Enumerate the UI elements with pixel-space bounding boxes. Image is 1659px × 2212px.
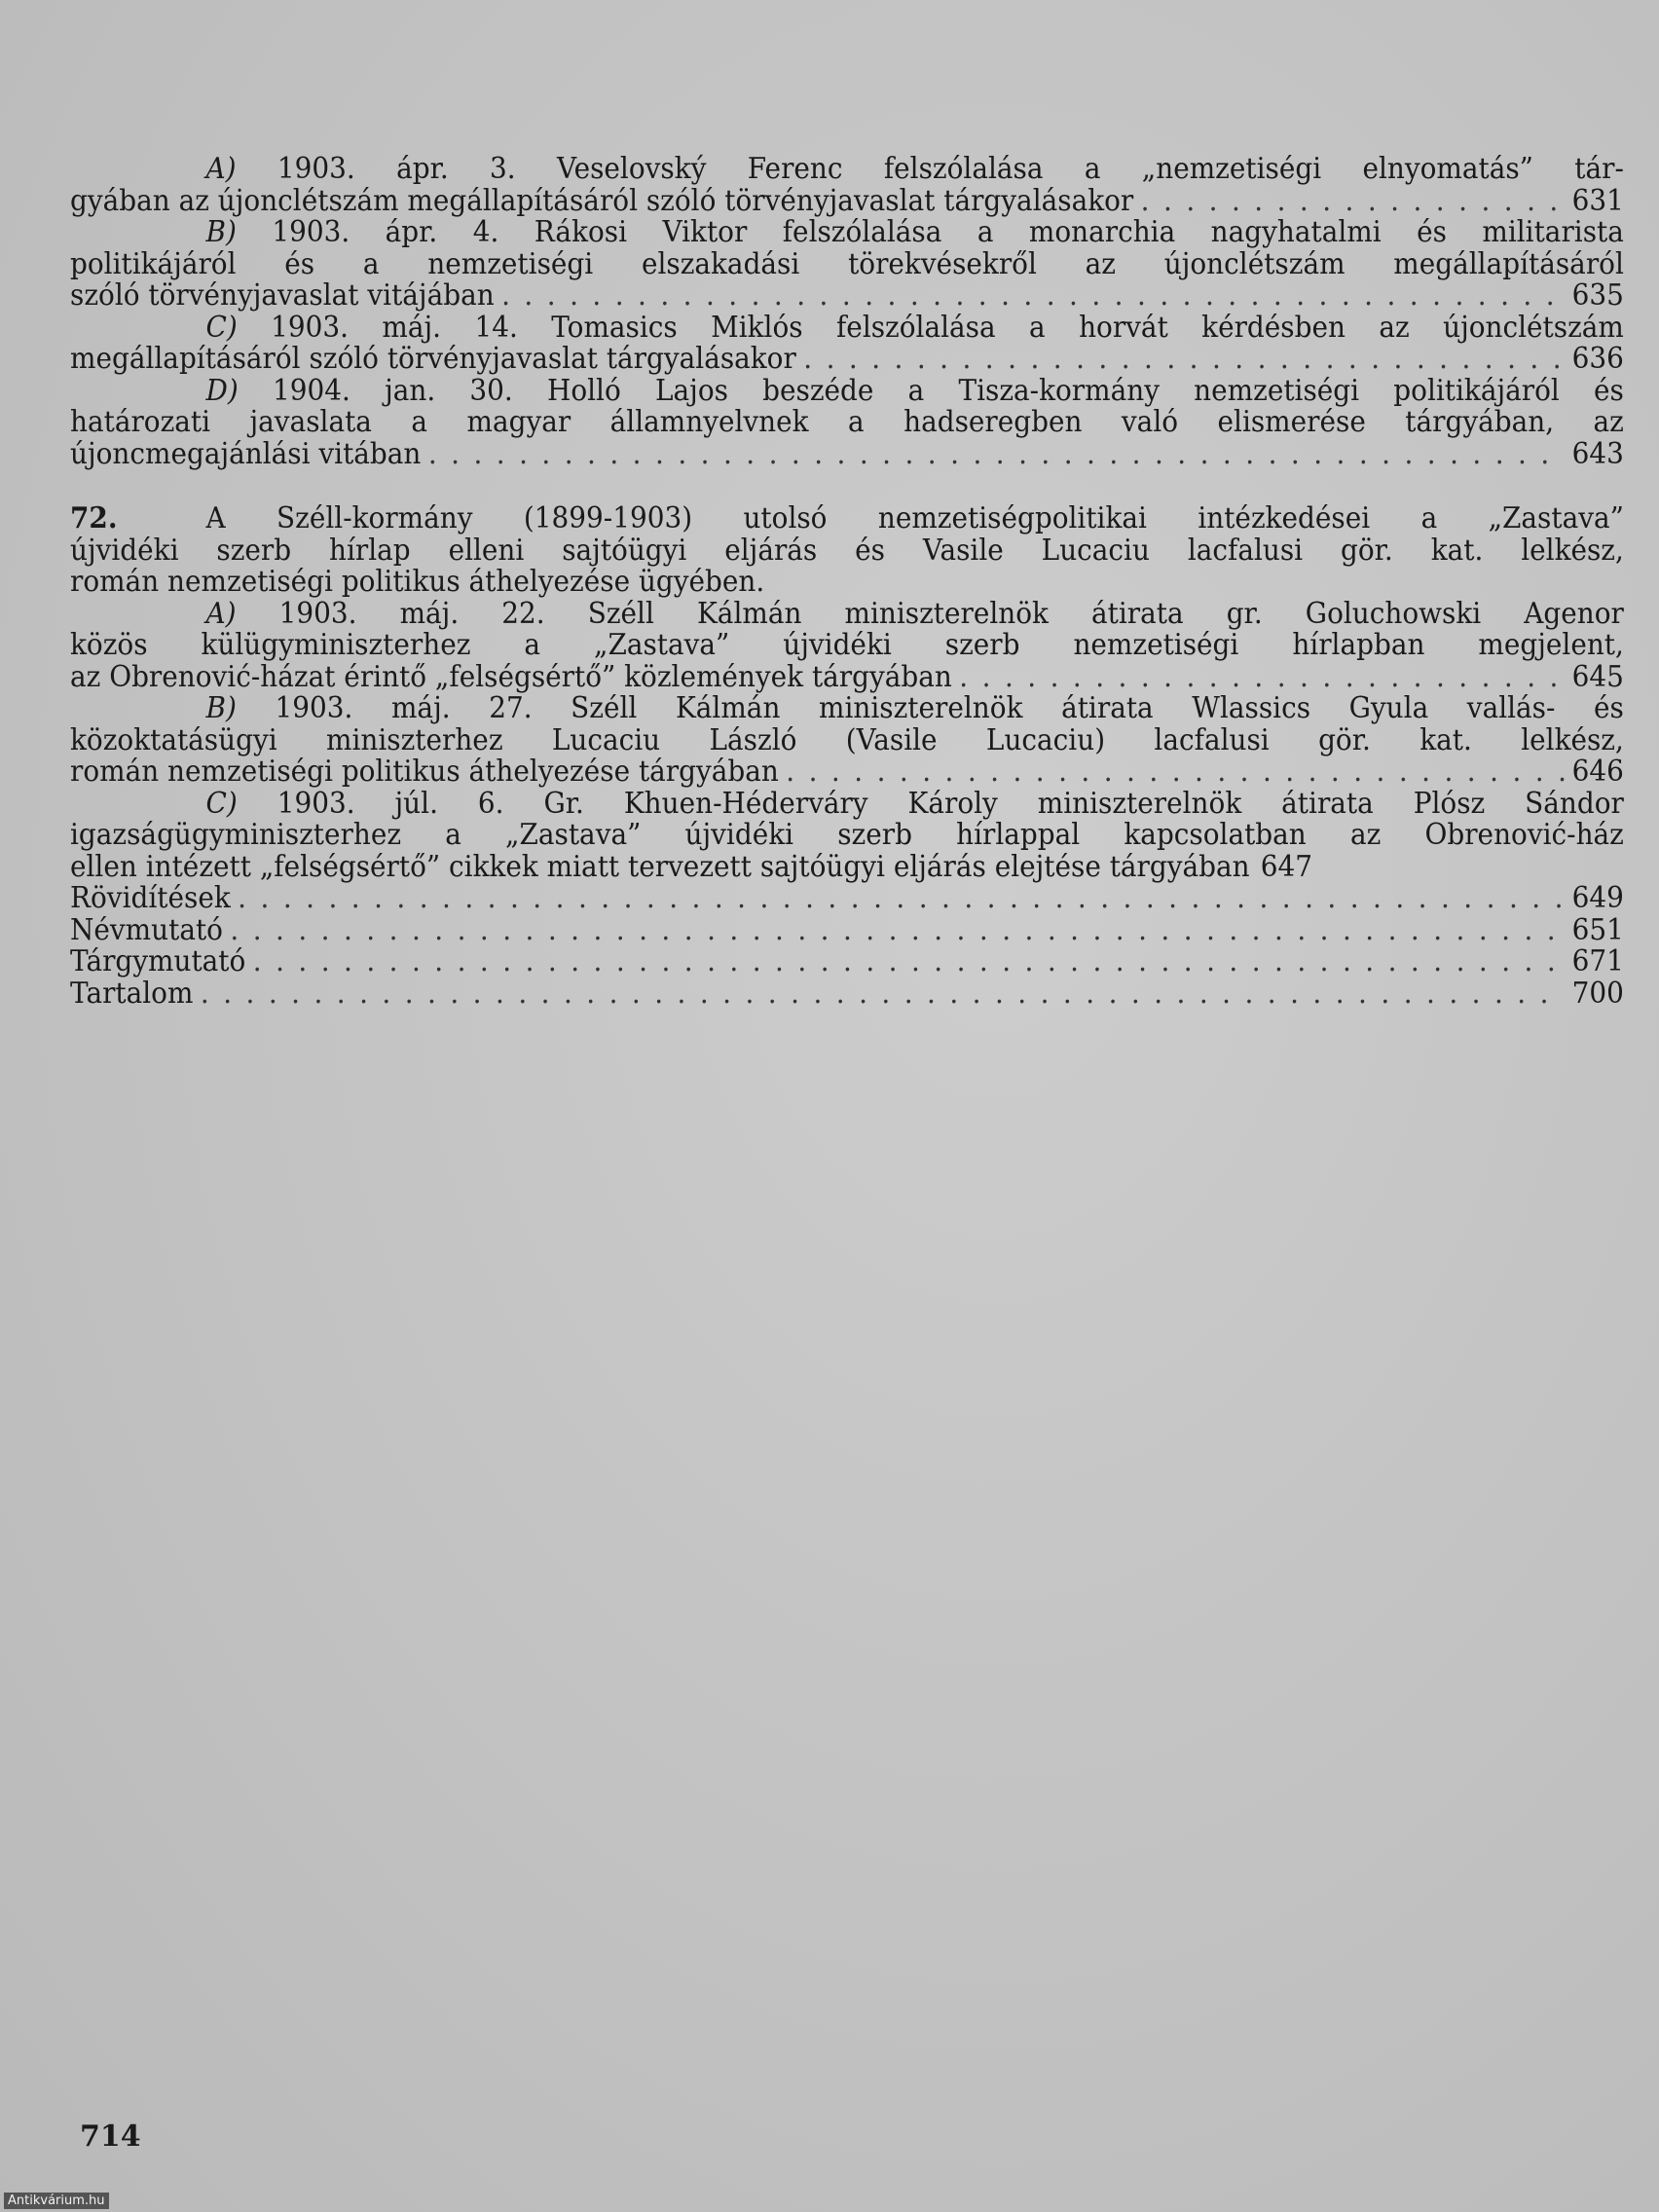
page-ref: 649: [1571, 881, 1624, 915]
toc-entry-71d-line: [70, 407, 1624, 439]
dot-leader: [253, 946, 1565, 978]
toc-entry-72b-line: [70, 693, 1624, 725]
entry-text: 1903. ápr. 4. Rákosi Viktor felszólalása a monarchia nagyhatalmi és militarista: [272, 215, 1624, 249]
entry-text: az Obrenović-házat érintő „felségsértő” közlemények tárgyában: [70, 659, 952, 694]
page-ref: 631: [1571, 183, 1624, 218]
section-heading-line: [70, 503, 1624, 535]
dot-leader: [1141, 186, 1566, 218]
page-ref: 700: [1571, 976, 1624, 1011]
entry-text: politikájáról és a nemzetiségi elszakadási törekvésekről az újonclétszám megállapításáról: [70, 246, 1624, 281]
page-ref: 643: [1571, 436, 1624, 471]
entry-label: A): [205, 152, 237, 186]
entry-title: Névmutató: [70, 912, 223, 947]
section-heading-text: újvidéki szerb hírlap elleni sajtóügyi eljárás és Vasile Lucaciu lacfalusi gör. kat. lelkész,: [70, 533, 1624, 568]
entry-title: Tartalom: [70, 976, 194, 1011]
toc-entry-71a-line: [70, 154, 1624, 186]
entry-text: igazságügyminiszterhez a „Zastava” újvidéki szerb hírlappal kapcsolatban az Obrenović-ház: [70, 818, 1624, 852]
toc-entry-71b-line: [70, 246, 1624, 281]
dot-leader: [230, 915, 1565, 947]
section-heading-text: román nemzetiségi politikus áthelyezése ügyében.: [70, 565, 765, 599]
entry-text: 1903. máj. 27. Széll Kálmán miniszterelnök átirata Wlassics Gyula vallás- és: [275, 691, 1624, 725]
entry-text: megállapításáról szóló törvényjavaslat tárgyalásakor: [70, 342, 796, 376]
dot-leader: [428, 439, 1565, 471]
toc-entry-72b-last-line[interactable]: [70, 756, 1624, 789]
toc-backmatter-targymutato[interactable]: [70, 946, 1624, 978]
entry-text: közoktatásügyi miniszterhez Lucaciu László (Vasile Lucaciu) lacfalusi gör. kat. lelkész,: [70, 722, 1624, 757]
dot-leader: [201, 978, 1565, 1011]
toc-entry-71a-last-line[interactable]: [70, 183, 1624, 218]
section-number: 72.: [70, 501, 118, 535]
toc-backmatter-tartalom[interactable]: [70, 978, 1624, 1011]
entry-title: Rövidítések: [70, 881, 231, 915]
entry-text: 1903. máj. 14. Tomasics Miklós felszólalása a horvát kérdésben az újonclétszám: [271, 310, 1624, 345]
toc-entry-71c-line: [70, 310, 1624, 345]
source-watermark: Antikvárium.hu: [4, 2193, 109, 2209]
toc-entry-72a-last-line[interactable]: [70, 659, 1624, 694]
toc-entry-72b-line: [70, 722, 1624, 757]
page-ref: 647: [1260, 849, 1313, 884]
toc-backmatter-rovid[interactable]: [70, 883, 1624, 915]
entry-text: román nemzetiségi politikus áthelyezése tárgyában: [70, 755, 779, 789]
section-heading-line: [70, 567, 1624, 599]
page-ref: 635: [1571, 278, 1624, 313]
entry-text: újoncmegajánlási vitában: [70, 436, 422, 471]
dot-leader: [786, 756, 1565, 789]
toc-entry-72a-line: [70, 596, 1624, 631]
entry-title: Tárgymutató: [70, 944, 246, 978]
toc-backmatter-nevmutato[interactable]: [70, 912, 1624, 947]
entry-text: ellen intézett „felségsértő” cikkek miatt tervezett sajtóügyi eljárás elejtése tárgyában: [70, 849, 1250, 884]
entry-text: 1903. júl. 6. Gr. Khuen-Héderváry Károly miniszterelnök átirata Plósz Sándor: [276, 786, 1624, 821]
toc-entry-71d-line: [70, 373, 1624, 408]
toc-entry-71c-last-line[interactable]: [70, 344, 1624, 376]
toc-entry-71b-line: [70, 217, 1624, 249]
entry-label: B): [205, 215, 237, 249]
entry-text: 1903. máj. 22. Széll Kálmán miniszterelnök átirata gr. Goluchowski Agenor: [278, 596, 1624, 631]
page-ref: 636: [1571, 342, 1624, 376]
toc-entry-72c-last-line[interactable]: [70, 849, 1624, 884]
toc-entry-71d-last-line[interactable]: [70, 436, 1624, 471]
section-heading-line: [70, 535, 1624, 568]
entry-label: C): [205, 310, 238, 345]
entry-label: B): [205, 691, 237, 725]
page-ref: 671: [1571, 944, 1624, 978]
dot-leader: [501, 280, 1565, 313]
dot-leader: [238, 883, 1565, 915]
entry-text: határozati javaslata a magyar államnyelvnek a hadseregben való elismerése tárgyában, az: [70, 405, 1624, 439]
section-gap: [70, 470, 1624, 503]
page-ref: 645: [1571, 659, 1624, 694]
entry-label: C): [205, 786, 238, 821]
dot-leader: [803, 344, 1565, 376]
page-ref: 646: [1571, 755, 1624, 789]
page-number: 714: [80, 2120, 141, 2154]
section-heading-text: A Széll-kormány (1899-1903) utolsó nemzetiségpolitikai intézkedései a „Zastava”: [205, 501, 1624, 535]
toc-entry-72a-line: [70, 630, 1624, 662]
entry-text: 1903. ápr. 3. Veselovský Ferenc felszólalása a „nemzetiségi elnyomatás” tár-: [276, 152, 1624, 186]
toc-entry-72c-line: [70, 820, 1624, 852]
toc-entry-72c-line: [70, 786, 1624, 821]
entry-text: szóló törvényjavaslat vitájában: [70, 278, 495, 313]
toc-entry-71b-last-line[interactable]: [70, 280, 1624, 313]
dot-leader: [959, 662, 1565, 694]
entry-text: közös külügyminiszterhez a „Zastava” újvidéki szerb nemzetiségi hírlapban megjelent,: [70, 628, 1624, 662]
entry-text: gyában az újonclétszám megállapításáról szóló törvényjavaslat tárgyalásakor: [70, 183, 1134, 218]
entry-text: 1904. jan. 30. Holló Lajos beszéde a Tisza-kormány nemzetiségi politikájáról és: [272, 373, 1624, 408]
entry-label: A): [205, 596, 237, 631]
entry-label: D): [205, 373, 239, 408]
page-ref: 651: [1571, 912, 1624, 947]
table-of-contents: [70, 152, 1624, 1011]
